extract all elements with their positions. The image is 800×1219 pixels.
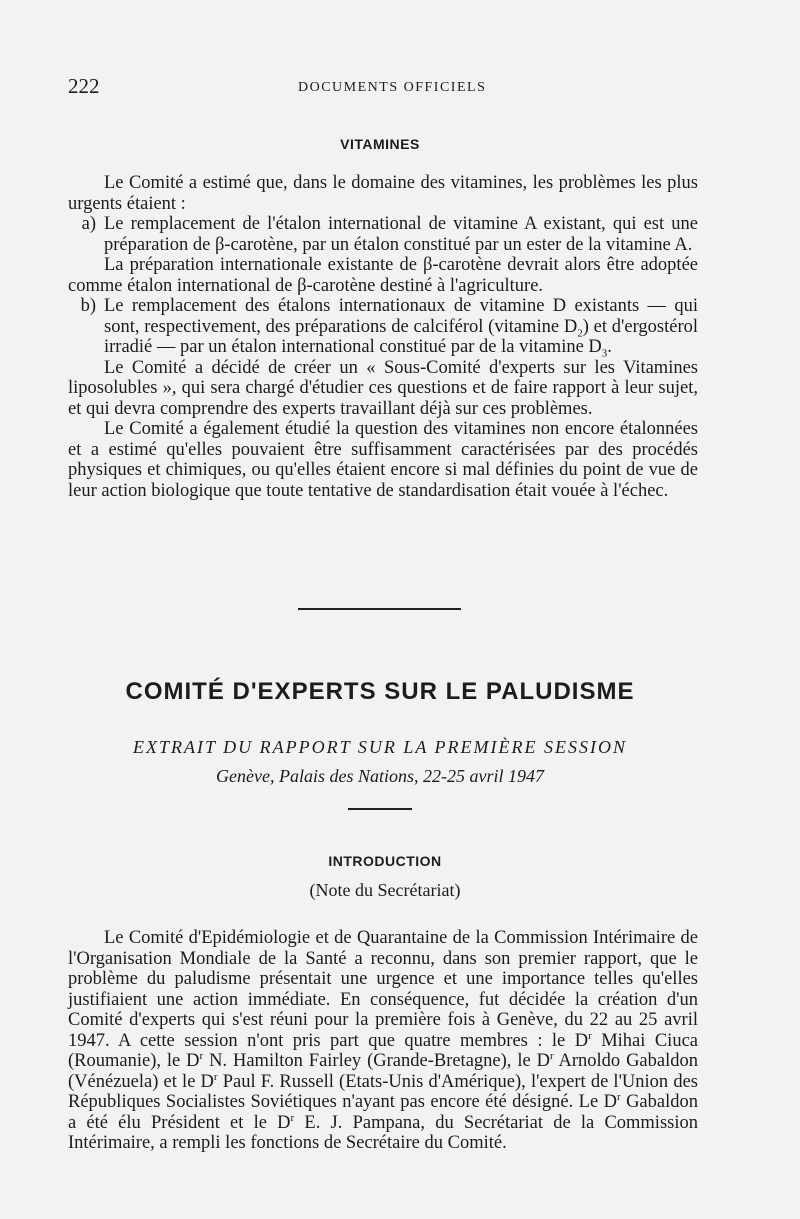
main-title: COMITÉ D'EXPERTS SUR LE PALUDISME (125, 678, 635, 705)
superscript: r (616, 1090, 621, 1103)
paragraph: Le Comité a estimé que, dans le domaine des vitamines, les problèmes les plus urgents étaient : (68, 173, 698, 214)
text-run: E. J. Pampana, du Secrétariat de la Commission Intérimaire, a rempli les fonctions de Secrétaire du Comité. (68, 1112, 698, 1153)
superscript: r (199, 1049, 204, 1062)
list-label: b) (80, 296, 96, 316)
paragraph: Le Comité a également étudié la question des vitamines non encore étalonnées et a estimé qu'elles pouvaient être suffisamment caractérisées par des procédés physiques et chimiques, ou qu'elles étaient encore si mal définies du point de vue de leur action biologique que toute tentative de standardisation était vouée à l'échec. (68, 419, 698, 501)
paragraph: La préparation internationale existante de β-carotène devrait alors être adoptée comme étalon international de β-carotène destiné à l'agriculture. (68, 255, 698, 296)
subscript: 3 (601, 347, 608, 360)
text-run: N. Hamilton Fairley (Grande-Bretagne), le D (203, 1051, 550, 1071)
list-text: . (607, 337, 612, 357)
list-item-b (68, 296, 698, 358)
subtitle: EXTRAIT DU RAPPORT SUR LA PREMIÈRE SESSION (133, 737, 627, 757)
paragraph: Le Comité a décidé de créer un « Sous-Comité d'experts sur les Vitamines liposolubles », qui sera chargé d'étudier ces questions et de faire rapport à leur sujet, et qui devra comprendre des experts travaillant déjà sur ces problèmes. (68, 357, 698, 419)
session-place-date: Genève, Palais des Nations, 22-25 avril 1947 (216, 766, 544, 786)
superscript: r (213, 1070, 218, 1083)
text-run: Arnoldo Gabaldon (Vénézuela) et le D (68, 1051, 698, 1092)
text-run: Le Comité d'Epidémiologie et de Quarantaine de la Commission Intérimaire de l'Organisation Mondiale de la Santé a reconnu, dans son premier rapport, que le problème du paludisme présentait une urgence et une importance telles qu'elles justifiaient une action immédiate. En conséquence, fut décidée la création d'un Comité d'experts qui s'est réuni pour la première fois à Genève, du 22 au 25 avril 1947. A cette session n'ont pris part que quatre membres : le D (68, 928, 698, 1051)
page-number: 222 (68, 74, 100, 98)
list-text: ) et d'ergostérol irradié — par un étalon international constitué par de la vitamine D (104, 316, 699, 357)
section-divider (298, 608, 461, 610)
text-run: Paul F. Russell (Etats-Unis d'Amérique), l'expert de l'Union des Républiques Socialistes Soviétiques n'ayant pas encore été désigné. Le D (68, 1071, 698, 1112)
paragraph (68, 928, 698, 1154)
list-label: a) (81, 214, 96, 234)
superscript: r (290, 1111, 295, 1124)
page-header (68, 74, 768, 104)
superscript: r (549, 1049, 554, 1062)
list-item-a (68, 214, 698, 255)
secretariat-note: (Note du Secrétariat) (309, 880, 461, 900)
short-divider (348, 808, 412, 810)
running-head: DOCUMENTS OFFICIELS (298, 80, 487, 95)
subscript: 2 (577, 327, 583, 340)
section-title-vitamines: VITAMINES (340, 136, 420, 152)
superscript: r (588, 1029, 592, 1042)
list-text: Le remplacement de l'étalon international de vitamine A existant, qui est une préparation de β-carotène, par un étalon constitué par un ester de la vitamine A. (104, 214, 698, 255)
list-text: Le remplacement des étalons internationaux de vitamine D existants — qui sont, respectivement, des préparations de calciférol (vitamine D (104, 296, 698, 337)
text-run: Gabaldon a été élu Président et le D (68, 1092, 698, 1133)
text-run: Mihai Ciuca (Roumanie), le D (68, 1030, 698, 1071)
introduction-title: INTRODUCTION (328, 853, 442, 869)
introduction-section (68, 928, 698, 1154)
vitamins-section (68, 173, 698, 501)
